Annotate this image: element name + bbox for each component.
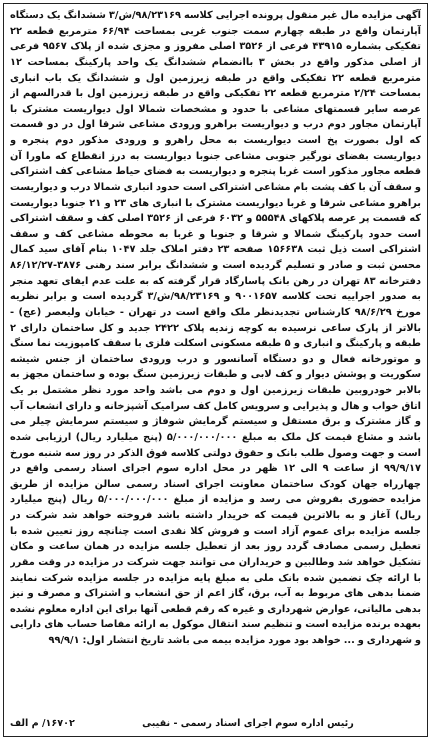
notice-body <box>10 8 421 698</box>
notice-text: آگهی مزایده مال غیر منقول پرونده اجرایی کلاسه ۹۸/۲۳۱۶۹/ش/۳ ششدانگ یک دستگاه آپارتمان واقع در طبقه چهارم سمت جنوب غربی بمساحت ۶۶/۹۴ مترمربع قطعه ۲۲ تفکیکی بشماره ۴۳۹۱۵ فرعی از ۳۵۲۶ اصلی مفروز و مجزی شده از پلاک ۹۵۶۷ فرعی از اصلی مذکور واقع در بخش ۳ باانضمام ششدانگ یک واحد پارکینگ بمساحت ۱۲ مترمربع قطعه ۲۲ تفکیکی واقع در طبقه زیرزمین اول و ششدانگ یک باب انباری بمساحت ۲/۲۴ مترمربع قطعه ۲۲ تفکیکی واقع در طبقه زیرزمین اول با قدرالسهم از عرصه سایر قسمتهای مشاعی با حدود و مشخصات شمالا اول دیواریست مشترک با آپارتمان مجاور دوم درب و دیواریست براهرو ورودی مشاعی شرقا اول در دو قسمت که اول بصورت پخ است دیواریست به محل راهرو و ورودی مذکور دوم پنجره و دیواریست بفضای نورگیر جنوبی مشاعی جنوبا دیواریست به درز انقطاع که ماورا آن قطعه مجاور مذکور است غربا پنجره و دیواریست به فضای حیاط مشاعی کف اشتراکی و سقف آن با کف پشت بام مشاعی اشتراکی است حدود انباری شمالا درب و دیواریست براهرو مشاعی شرقا و غربا دیواریست مشترک با انباری های ۲۳ و ۲۱ جنوبا دیواریست که قسمت پر عرصه پلاکهای ۵۵۵۴۸ و ۶۰۳۲ فرعی از ۳۵۲۶ اصلی کف و سقف اشتراکی است حدود پارکینگ شمالا و شرقا و جنوبا و غربا به محوطه مشاعی کف و سقف اشتراکی است ذیل ثبت ۱۵۶۶۳۸ صفحه ۲۳ دفتر املاک جلد ۱۰۴۷ بنام آقای سید کمال محسن ثبت و صادر و تسلیم گردیده است و ششدانگ برابر سند رهنی ۳۸۷۶-۸۶/۱۲/۲۷ دفترخانه ۸۳ تهران در رهن بانک پاسارگاد قرار گرفته که به علت عدم ایفای تعهد منجر به صدور اجراییه تحت کلاسه ۹۰۰۱۶۵۷ و ۹۸/۲۳۱۶۹/ش/۳ گردیده است و برابر نظریه مورخ ۹۸/۶/۲۹ کارشناس تجدیدنظر ملک واقع است در تهران - خیابان ولیعصر (عج) - بالاتر از پارک ساعی نرسیده به کوچه زندیه پلاک ۲۴۲۲ جدید و کل ساختمان دارای ۲ طبقه و پارکینگ و انباری و ۵ طبقه مسکونی اسکلت فلزی با سقف کامپوزیت نما سنگ و موتورخانه فعال و دو دستگاه آسانسور و درب ورودی ساختمان از جنس شیشه سکوریت و پوشش دیوار و کف لابی و طبقات زیرزمین سنگ بوده و ساختمان مجهز به بالابر خودروبین طبقات زیرزمین اول و دوم می باشد واحد مورد نظر مشتمل بر یک اتاق خواب و هال و پذیرایی و سرویس کامل کف سرامیک آشپزخانه و دارای انشعاب آب و گاز مشترک و برق مستقل و سیستم گرمایش شوفاژ و سیستم سرمایش چیلر می باشد و مشاع قیمت کل ملک به مبلغ ۵/۰۰۰/۰۰۰/۰۰۰ (پنج میلیارد ریال) ارزیابی شده است و جهت وصول طلب بانک و حقوق دولتی کلاسه فوق الذکر در روز سه شنبه مورخ ۹۹/۹/۱۷ از ساعت ۹ الی ۱۲ ظهر در محل اداره سوم اجرای اسناد رسمی واقع در چهارراه جهان کودک ساختمان معاونت اجرای اسناد رسمی سالن مزایده از طریق مزایده حضوری بفروش می رسد و مزایده از مبلغ ۵/۰۰۰/۰۰۰/۰۰۰ ریال (پنج میلیارد ریال) آغاز و به بالاترین قیمت که خریدار داشته باشد فروخته خواهد شد شرکت در جلسه مزایده برای عموم آزاد است و فروش کلا نقدی است چنانچه روز تعیین شده با تعطیل رسمی مصادف گردد روز بعد از تعطیل جلسه مزایده در همان ساعت و مکان تشکیل خواهد شد وطالبین و خریداران می توانند جهت شرکت در مزایده در وقت مقرر با ارائه چک تضمین شده بانک ملی به مبلغ پایه مزایده در جلسه مزایده شرکت نمایند ضمنا بدهی های مربوط به آب، برق، گاز اعم از حق انشعاب و اشتراک و مصرف و نیز بدهی مالیاتی، عوارض شهرداری و غیره که رقم قطعی آنها برای این اداره معلوم نشده بعهده برنده مزایده است و تنظیم سند انتقال موکول به ارائه مفاصا حساب های دارایی و شهرداری و ... خواهد بود مورد مزایده بیمه می باشد تاریخ انتشار اول: ۹۹/۹/۱ <box>10 10 421 646</box>
auction-notice <box>3 3 428 737</box>
notice-code: ۱۶۷۰۲/ م الف <box>10 717 75 729</box>
signature-line: رئیس اداره سوم اجرای اسناد رسمی - نقیبی <box>142 717 354 729</box>
notice-footer <box>10 715 421 731</box>
